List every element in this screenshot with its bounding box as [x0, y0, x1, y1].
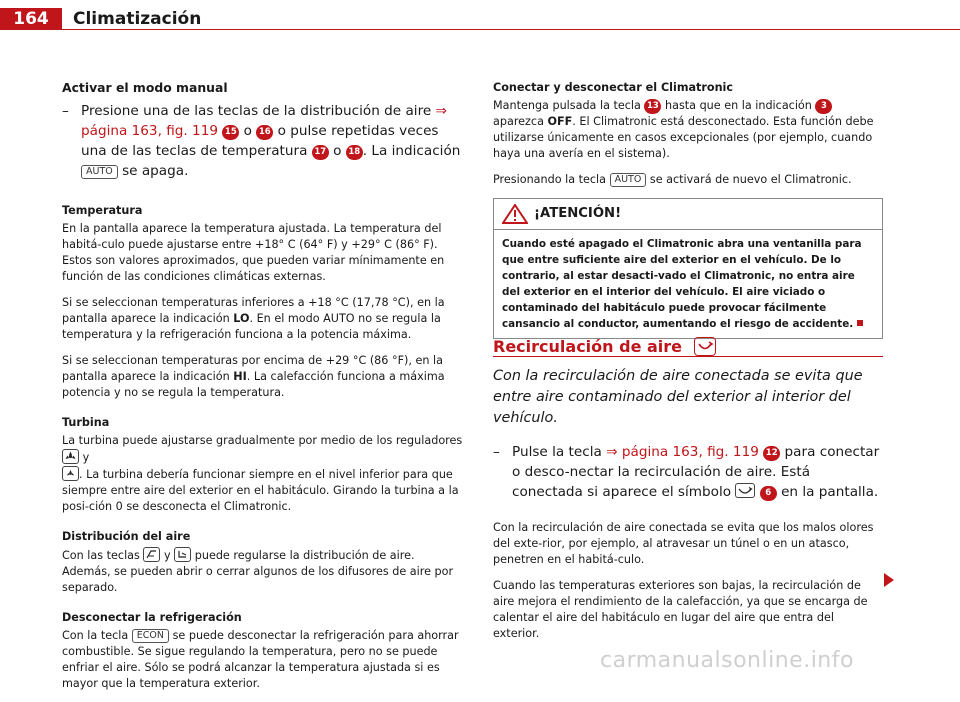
fan-up-icon [62, 449, 79, 464]
recirculation-lead: Con la recirculación de aire conectada se evita que entre aire contaminado del exterior al interior del vehículo. [493, 368, 863, 426]
air-distribution-heading: Distribución del aire [62, 530, 191, 543]
temperature-low-paragraph: Si se seleccionan temperaturas inferiores a +18 °C (17,78 °C), en la pantalla aparece la indicación LO. En el modo AUTO no se regula la temperatura y la refrigeración funciona a la potencia máxima. [62, 296, 445, 341]
fan-paragraph: La turbina puede ajustarse gradualmente por medio de los reguladores y . La turbina debería funcionar siempre en el nivel inferior para que siempre entre aire del exterior en el habitáculo. Girando la turbina a la posi-ción 0 se desconecta el Climatronic. [62, 434, 463, 513]
recirculation-icon [694, 337, 716, 356]
continue-arrow-icon [884, 573, 894, 587]
on-again-paragraph: Presionando la tecla AUTO se activará de nuevo el Climatronic. [493, 173, 852, 186]
cooling-off-heading: Desconectar la refrigeración [62, 611, 242, 624]
page-reference-link[interactable]: ⇒ página 163, fig. 119 [606, 444, 759, 460]
recirculation-paragraph-2: Cuando las temperaturas exteriores son bajas, la recirculación de aire mejora el rendimiento de la calefacción, ya que se encarga de calentar el aire del habitáculo en lugar del aire que entra del exterior. [493, 579, 868, 640]
recirculation-step: – Pulse la tecla ⇒ página 163, fig. 119 12 para conectar o desco-nectar la recirculación de aire. Está conectada si aparece el símbolo 6 en la pantalla. [493, 444, 880, 500]
on-off-paragraph: Mantenga pulsada la tecla 13 hasta que en la indicación 3 aparezca OFF. El Climatronic está desconectado. Esta función debe utilizarse únicamente en casos excepcionales (por ejemplo, cuando haya una avería en el sistema). [493, 99, 874, 160]
callout-marker: 16 [256, 125, 273, 140]
callout-marker: 17 [312, 145, 329, 160]
warning-triangle-icon [502, 204, 528, 224]
fan-heading: Turbina [62, 416, 110, 429]
end-marker [857, 320, 863, 326]
air-windshield-icon [143, 547, 160, 562]
auto-key-label: AUTO [610, 173, 647, 187]
auto-key-label: AUTO [81, 165, 118, 179]
temperature-high-paragraph: Si se seleccionan temperaturas por encima de +29 °C (86 °F), en la pantalla aparece la indicación HI. La calefacción funciona a máxima potencia y no se regula la temperatura. [62, 354, 445, 399]
cooling-off-paragraph: Con la tecla ECON se puede desconectar la refrigeración para ahorrar combustible. Se sigue regulando la temperatura, pero no se puede enfriar el aire. Sólo se podrá alcanzar la temperatura ajustada si es mayor que la temperatura exterior. [62, 629, 459, 690]
manual-mode-heading: Activar el modo manual [62, 80, 228, 95]
air-distribution-paragraph: Con las teclas y puede regularse la distribución de aire. Además, se pueden abrir o cerrar algunos de los difusores de aire por separado. [62, 549, 454, 594]
temperature-heading: Temperatura [62, 204, 143, 217]
warning-box [493, 198, 883, 339]
on-off-heading: Conectar y desconectar el Climatronic [493, 81, 734, 94]
econ-key-label: ECON [132, 629, 169, 643]
manual-mode-step: – Presione una de las teclas de la distribución de aire ⇒ página 163, fig. 119 15 o 16 o pulse repetidas veces una de las teclas de temperatura 17 o 18 . La indicación AUTO se apaga. [62, 103, 461, 179]
warning-title: ¡ATENCIÓN! [534, 206, 622, 221]
left-column [62, 80, 464, 702]
recirculation-section-title: Recirculación de aire [493, 337, 716, 357]
recirculation-symbol-icon [735, 483, 755, 498]
callout-marker: 6 [760, 486, 777, 501]
watermark: carmanualsonline.info [600, 648, 854, 673]
fan-down-icon [62, 466, 79, 481]
air-footwell-icon [174, 547, 191, 562]
page-header [0, 0, 960, 32]
page-number: 164 [0, 8, 62, 30]
temperature-paragraph: En la pantalla aparece la temperatura ajustada. La temperatura del habitá-culo puede ajustarse entre +18° C (64° F) y +29° C (86° F). Estos son valores aproximados, que pueden variar mínimamente en función de las condiciones climáticas externas. [62, 222, 445, 283]
header-rule [62, 29, 960, 30]
callout-marker: 18 [346, 145, 363, 160]
callout-marker: 3 [815, 99, 832, 114]
chapter-title: Climatización [73, 9, 202, 29]
right-column [493, 80, 883, 339]
recirculation-body [493, 366, 883, 652]
page-reference-link[interactable]: ⇒ página 163, fig. 119 [81, 103, 447, 139]
callout-marker: 15 [222, 125, 239, 140]
recirculation-paragraph: Con la recirculación de aire conectada se evita que los malos olores del exte-rior, por ejemplo, al atravesar un túnel o en un atasco, penetren en el habitá-culo. [493, 521, 874, 566]
section-rule [493, 356, 883, 357]
callout-marker: 13 [644, 99, 661, 114]
warning-text: Cuando esté apagado el Climatronic abra una ventanilla para que entre suficiente aire del exterior en el vehículo. De lo contrario, al estar desacti-vado el Climatronic, no entra aire del exterior en el interior del vehículo. El aire viciado o contaminado del habitáculo puede provocar fácilmente cansancio al conductor, aumentando el riesgo de accidente. [502, 238, 862, 330]
callout-marker: 12 [763, 446, 780, 461]
